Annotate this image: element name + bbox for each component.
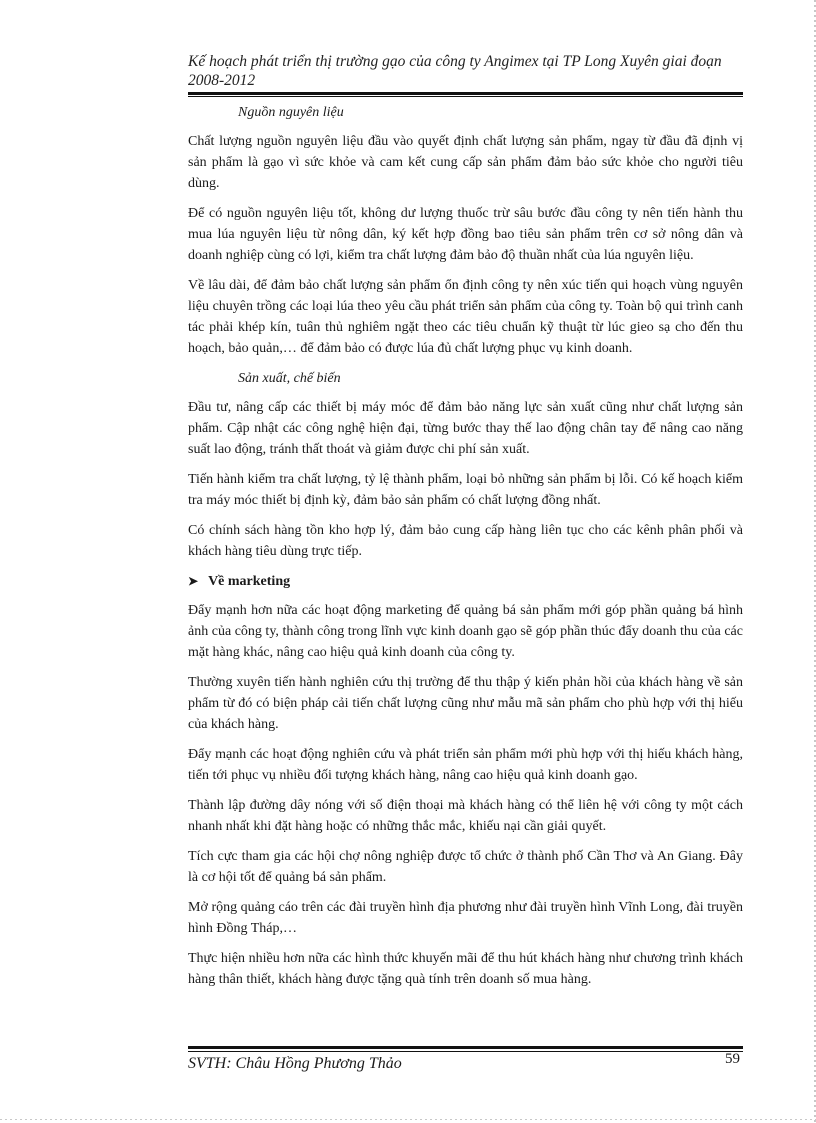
page-edge-bottom — [0, 1119, 816, 1120]
paragraph: Đầu tư, nâng cấp các thiết bị máy móc để đảm bảo năng lực sản xuất cũng như chất lượng sản phẩm. Cập nhật các công nghệ hiện đại, từng bước thay thế lao động chân tay để nâng cao năng suất lao động, tránh thất thoát và giảm được chi phí sản xuất. — [188, 400, 743, 457]
page-number: 59 — [725, 1051, 740, 1067]
paragraph: Tích cực tham gia các hội chợ nông nghiệp được tổ chức ở thành phố Cần Thơ và An Giang. Đây là cơ hội tốt để quảng bá sản phẩm. — [188, 849, 743, 885]
paragraph: Đẩy mạnh hơn nữa các hoạt động marketing để quảng bá sản phẩm mới góp phần quảng bá hình ảnh của công ty, thành công trong lĩnh vực kinh doanh gạo sẽ góp phần thúc đẩy doanh thu của các mặt hàng khác, nâng cao hiệu quả kinh doanh của công ty. — [188, 603, 743, 660]
paragraph: Thành lập đường dây nóng với số điện thoại mà khách hàng có thể liên hệ với công ty một cách nhanh nhất khi đặt hàng hoặc có những thắc mắc, khiếu nại cần giải quyết. — [188, 798, 743, 834]
paragraph: Thường xuyên tiến hành nghiên cứu thị trường để thu thập ý kiến phản hồi của khách hàng về sản phẩm từ đó có biện pháp cải tiến chất lượng cũng như mẫu mã sản phẩm cho phù hợp với thị hiếu của khách hàng. — [188, 675, 743, 732]
subheading-san-xuat-che-bien: Sản xuất, chế biến — [238, 371, 341, 386]
header-rule-thick — [188, 92, 743, 95]
paragraph: Để có nguồn nguyên liệu tốt, không dư lượng thuốc trừ sâu bước đầu công ty nên tiến hành thu mua lúa nguyên liệu từ nông dân, ký kết hợp đồng bao tiêu sản phẩm trên cơ sở nông dân và doanh nghiệp cùng có lợi, kiểm tra chất lượng đảm bảo độ thuần nhất của lúa nguyên liệu. — [188, 206, 743, 263]
header-title: Kế hoạch phát triển thị trường gạo của công ty Angimex tại TP Long Xuyên giai đoạn 2008-2012 — [188, 53, 722, 89]
paragraph: Chất lượng nguồn nguyên liệu đầu vào quyết định chất lượng sản phẩm, ngay từ đầu đã định vị sản phẩm là gạo vì sức khỏe và cam kết cung cấp sản phẩm đảm bảo sức khỏe cho người tiêu dùng. — [188, 134, 743, 191]
footer-rule-thick — [188, 1046, 743, 1049]
header-rule-thin — [188, 96, 743, 97]
page-body — [188, 102, 743, 999]
subheading-nguon-nguyen-lieu: Nguồn nguyên liệu — [238, 105, 344, 120]
section-heading-label: Về marketing — [208, 574, 291, 589]
paragraph: Về lâu dài, để đảm bảo chất lượng sản phẩm ổn định công ty nên xúc tiến qui hoạch vùng nguyên liệu chuyên trồng các loại lúa theo yêu cầu phát triển sản phẩm của công ty. Toàn bộ qui trình canh tác phải khép kín, tuân thủ nghiêm ngặt theo các tiêu chuẩn kỹ thuật từ lúc gieo sạ cho đến thu hoạch, bảo quản,… để đảm bảo có được lúa đủ chất lượng phục vụ kinh doanh. — [188, 278, 743, 356]
paragraph: Tiến hành kiểm tra chất lượng, tỷ lệ thành phẩm, loại bỏ những sản phẩm bị lỗi. Có kế hoạch kiểm tra máy móc thiết bị định kỳ, đảm bảo sản phẩm có chất lượng đồng nhất. — [188, 472, 743, 508]
paragraph: Thực hiện nhiều hơn nữa các hình thức khuyến mãi để thu hút khách hàng như chương trình khách hàng thân thiết, khách hàng được tặng quà tính trên doanh số mua hàng. — [188, 951, 743, 987]
paragraph: Có chính sách hàng tồn kho hợp lý, đảm bảo cung cấp hàng liên tục cho các kênh phân phối và khách hàng tiêu dùng trực tiếp. — [188, 523, 743, 559]
section-heading-marketing — [188, 571, 743, 592]
paragraph: Mở rộng quảng cáo trên các đài truyền hình địa phương như đài truyền hình Vĩnh Long, đài truyền hình Đồng Tháp,… — [188, 900, 743, 936]
footer-rule-thin — [188, 1051, 743, 1052]
footer-author: SVTH: Châu Hồng Phương Thảo — [188, 1055, 402, 1072]
paragraph: Đẩy mạnh các hoạt động nghiên cứu và phát triển sản phẩm mới phù hợp với thị hiếu khách hàng, tiến tới phục vụ nhiều đối tượng khách hàng, nâng cao hiệu quả kinh doanh gạo. — [188, 747, 743, 783]
arrow-bullet-icon: ➤ — [188, 574, 199, 588]
